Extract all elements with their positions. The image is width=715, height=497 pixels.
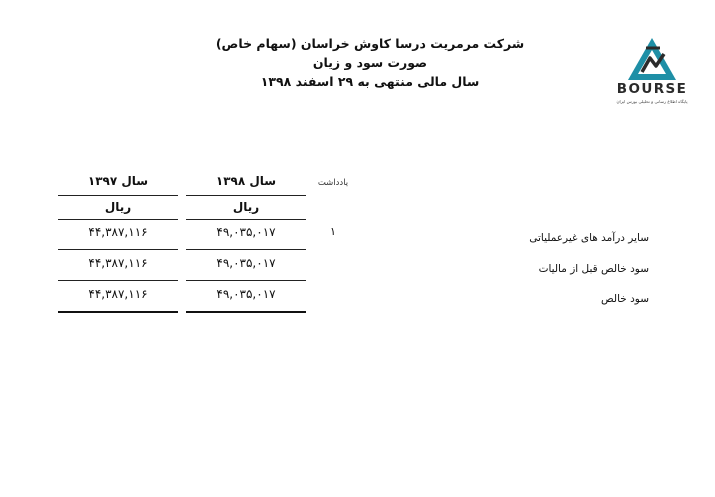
previous-unit-label: ریال [104,200,132,214]
logo-wordmark: BOURSE [616,81,688,97]
row-label-profit-before-tax: سود خالص قبل از مالیات [538,263,649,275]
row-1-rule-previous [58,249,178,250]
fiscal-period: سال مالی منتهی به ۲۹ اسفند ۱۳۹۸ [260,74,480,89]
current-header-rule [186,195,306,196]
row-label-other-nonoperating-income: سایر درآمد های غیرعملیاتی [529,232,649,244]
current-unit-label: ریال [232,200,260,214]
row-1-rule-current [186,249,306,250]
previous-year-header: سال ۱۳۹۷ [87,174,149,188]
previous-unit-rule [58,219,178,220]
previous-header-rule [58,195,178,196]
current-year-header: سال ۱۳۹۸ [215,174,277,188]
row-current-value: ۴۹,۰۳۵,۰۱۷ [216,225,276,239]
row-2-rule-previous [58,280,178,281]
bourse-logo [606,28,698,110]
statement-title: صورت سود و زیان [312,55,428,70]
current-unit-rule [186,219,306,220]
total-rule-previous [58,311,178,313]
total-rule-current [186,311,306,313]
row-2-rule-current [186,280,306,281]
note-column-header: یادداشت [317,178,349,188]
report-title-block [200,34,540,91]
row-label-net-profit: سود خالص [601,293,649,305]
row-note-ref: ۱ [330,225,336,238]
company-name: شرکت مرمریت درسا کاوش خراسان (سهام خاص) [215,36,525,51]
row-previous-value: ۴۴,۳۸۷,۱۱۶ [88,256,148,270]
row-previous-value: ۴۴,۳۸۷,۱۱۶ [88,287,148,301]
row-current-value: ۴۹,۰۳۵,۰۱۷ [216,287,276,301]
bourse-logo-icon [606,28,698,84]
row-previous-value: ۴۴,۳۸۷,۱۱۶ [88,225,148,239]
logo-subtitle: پایگاه اطلاع رسانی و تحلیلی بورس ایران [616,99,688,104]
row-current-value: ۴۹,۰۳۵,۰۱۷ [216,256,276,270]
